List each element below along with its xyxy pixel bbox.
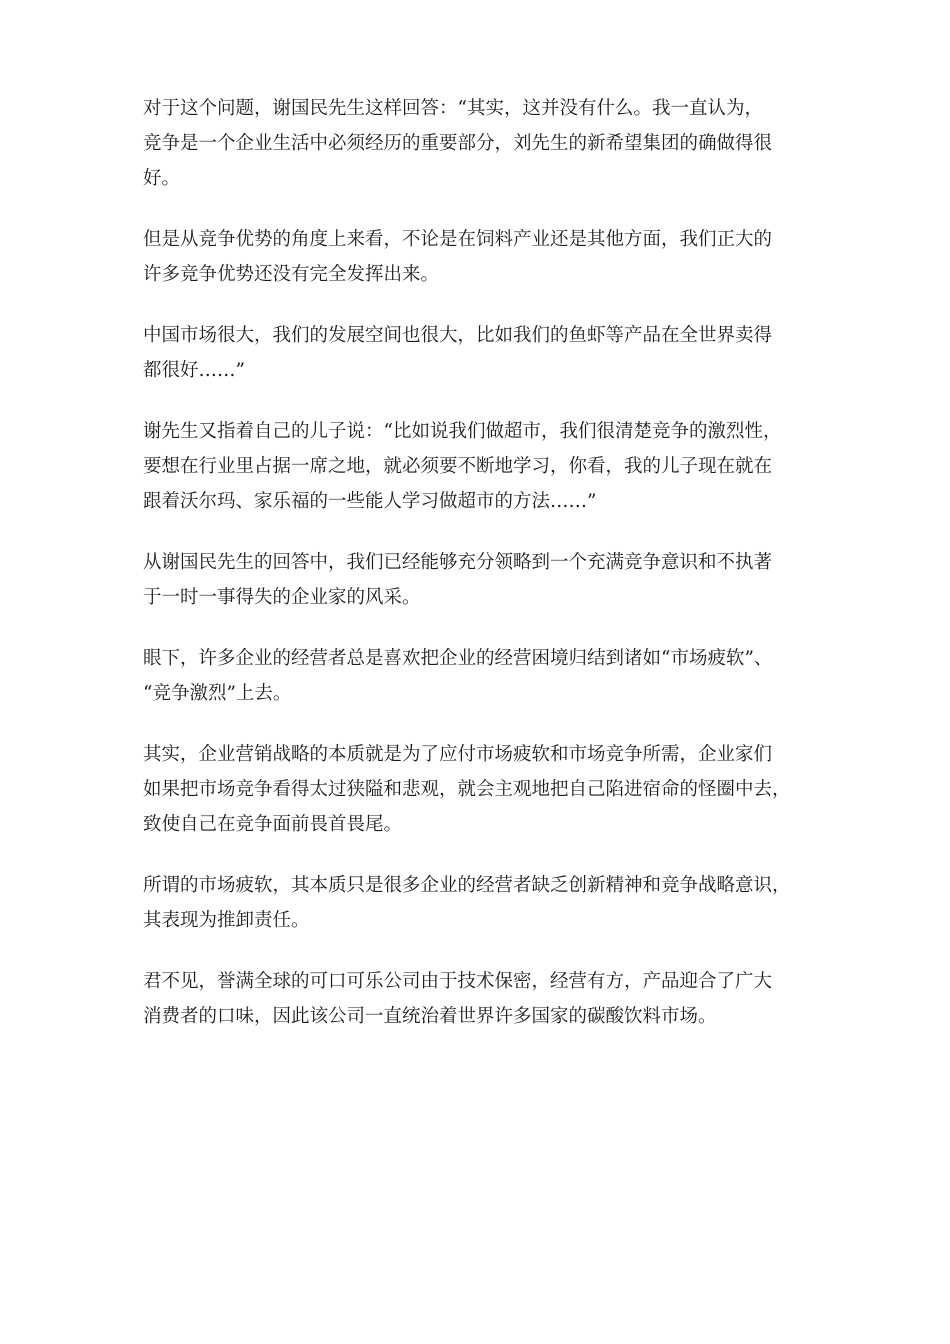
paragraph-line: 其实，企业营销战略的本质就是为了应付市场疲软和市场竞争所需，企业家们 (143, 744, 773, 765)
paragraph-line: 竞争是一个企业生活中必须经历的重要部分，刘先生的新希望集团的确做得很 (143, 133, 773, 154)
paragraph-2 (143, 222, 808, 292)
paragraph-line: 从谢国民先生的回答中，我们已经能够充分领略到一个充满竞争意识和不执著 (143, 552, 773, 573)
paragraph-line: 于一时一事得失的企业家的风采。 (143, 587, 421, 608)
paragraph-line: 消费者的口味，因此该公司一直统治着世界许多国家的碳酸饮料市场。 (143, 1006, 717, 1027)
paragraph-line: 眼下，许多企业的经营者总是喜欢把企业的经营困境归结到诸如“市场疲软”、 (143, 648, 773, 669)
paragraph-line: 跟着沃尔玛、家乐福的一些能人学习做超市的方法……” (143, 491, 597, 512)
paragraph-line: “竞争激烈”上去。 (143, 683, 292, 704)
paragraph-line: 谢先生又指着自己的儿子说：“比如说我们做超市，我们很清楚竞争的激烈性， (143, 421, 782, 442)
paragraph-line: 好。 (143, 168, 181, 189)
paragraph-4 (143, 414, 808, 519)
paragraph-3 (143, 318, 808, 388)
paragraph-8 (143, 868, 808, 938)
paragraph-9 (143, 964, 808, 1034)
paragraph-line: 许多竞争优势还没有完全发挥出来。 (143, 264, 440, 285)
paragraph-line: 都很好……” (143, 360, 245, 381)
paragraph-line: 所谓的市场疲软，其本质只是很多企业的经营者缺乏创新精神和竞争战略意识， (143, 875, 791, 896)
paragraph-line: 要想在行业里占据一席之地，就必须要不断地学习，你看，我的儿子现在就在 (143, 456, 773, 477)
paragraph-7 (143, 737, 808, 842)
paragraph-6 (143, 641, 808, 711)
document-body (143, 91, 808, 1060)
paragraph-line: 致使自己在竞争面前畏首畏尾。 (143, 814, 403, 835)
paragraph-line: 如果把市场竞争看得太过狭隘和悲观，就会主观地把自己陷进宿命的怪圈中去， (143, 779, 791, 800)
paragraph-1 (143, 91, 808, 196)
paragraph-line: 君不见，誉满全球的可口可乐公司由于技术保密，经营有方，产品迎合了广大 (143, 971, 773, 992)
paragraph-line: 中国市场很大，我们的发展空间也很大，比如我们的鱼虾等产品在全世界卖得 (143, 325, 773, 346)
paragraph-line: 其表现为推卸责任。 (143, 910, 310, 931)
paragraph-line: 但是从竞争优势的角度上来看，不论是在饲料产业还是其他方面，我们正大的 (143, 229, 773, 250)
paragraph-line: 对于这个问题，谢国民先生这样回答：“其实，这并没有什么。我一直认为， (143, 98, 763, 119)
paragraph-5 (143, 545, 808, 615)
